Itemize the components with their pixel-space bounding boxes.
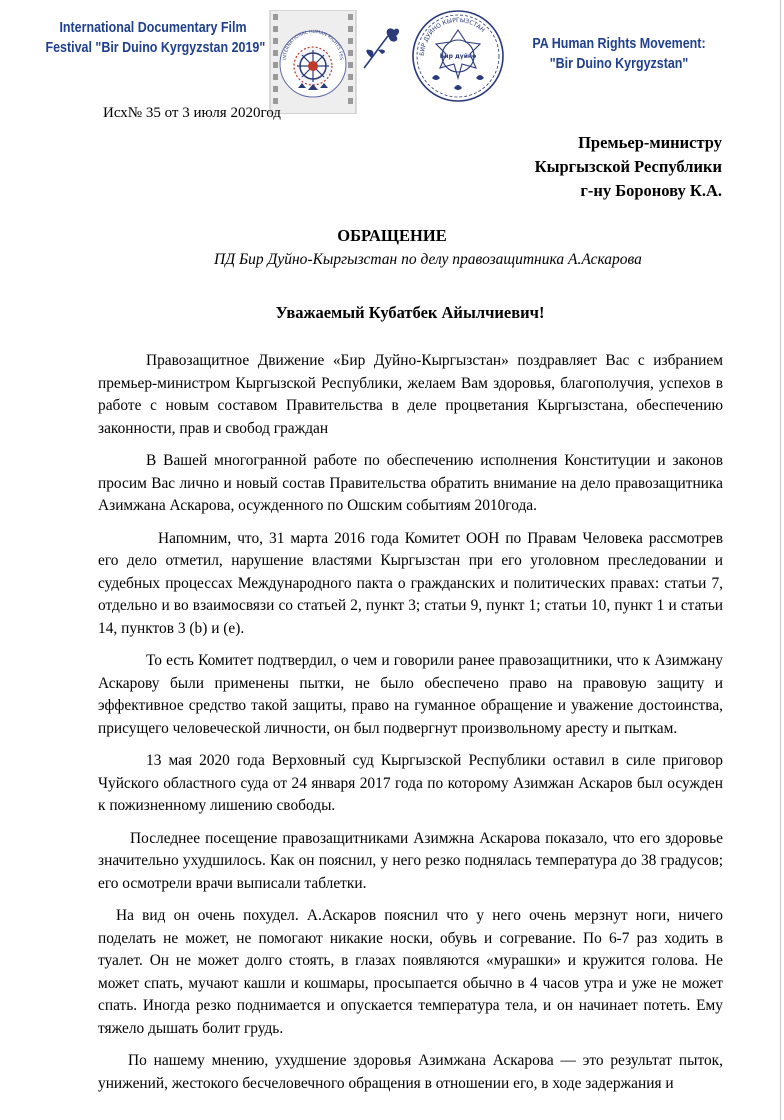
outgoing-number: Исх№ 35 от 3 июля 2020год: [103, 105, 281, 121]
movement-header-line-1: PA Human Rights Movement:: [532, 36, 706, 52]
festival-header: [45, 18, 266, 58]
festival-header-line-2: Festival "Bir Duino Kyrgyzstan 2019": [45, 40, 266, 56]
letter-body: [98, 350, 723, 1105]
festival-header-line-1: International Documentary Film: [59, 20, 247, 36]
festival-logo-arc-text: INTERNATIONAL HUMAN RIGHTS FES: [282, 29, 344, 61]
paragraph: 13 мая 2020 года Верховный суд Кыргызской Республики оставил в силе приговор Чуйского областного суда от 24 января 2017 года по которому Азимжан Аскаров был осужден к пожизненному лишению свободы.: [98, 752, 723, 814]
paragraph: Последнее посещение правозащитниками Азимжна Аскарова показало, что его здоровье значительно ухудшилось. Как он пояснил, у него резко поднялась температура до 38 градусов; его осмотрели врачи выписали таблетки.: [98, 829, 723, 892]
festival-logo: [268, 10, 358, 114]
movement-header-line-2: "Bir Duino Kyrgyzstan": [549, 56, 689, 72]
letter-title: ОБРАЩЕНИЕ: [337, 226, 447, 245]
paragraph: Правозащитное Движение «Бир Дуйно-Кыргызстан» поздравляет Вас с избранием премьер-министром Кыргызской Республики, желаем Вам здоровья, благополучия, успехов в работе с новым составом Правительства в деле процветания Кыргызстана, обеспечению законности, прав и свобод граждан: [98, 352, 723, 437]
movement-header: [512, 34, 727, 74]
addressee-block: [535, 131, 722, 203]
addressee-line-3: г-ну Боронову К.А.: [580, 181, 722, 200]
paragraph: По нашему мнению, ухудшение здоровья Азимжана Аскарова — это результат пыток, унижений, жестокого бесчеловечного обращения в отношении его, в ходе задержания и: [98, 1052, 723, 1092]
addressee-line-2: Кыргызской Республики: [534, 157, 722, 176]
addressee-line-1: Премьер-министру: [578, 133, 722, 152]
paragraph: То есть Комитет подтвердил, о чем и говорили ранее правозащитники, что к Азимжану Аскарову были применены пытки, не было обеспечено право на правовую защиту и эффективное средство такой защиты, право на гуманное обращение и уважение достоинства, присущего человеческой личности, он был подвергнут произвольному аресту и пыткам.: [98, 652, 723, 737]
page-edge-divider: [780, 0, 781, 1120]
movement-logo: [410, 8, 506, 104]
flower-ornament-icon: [358, 24, 402, 72]
letter-subtitle: ПД Бир Дуйно-Кыргызстан по делу правозащитника А.Аскарова: [214, 251, 642, 268]
movement-logo-arc-text: БИР ДУЙНО КЫРГЫЗСТАН: [418, 16, 486, 57]
movement-logo-center-text: Бир дүйнө: [439, 53, 477, 60]
paragraph: В Вашей многогранной работе по обеспечению исполнения Конституции и законов просим Вас лично и новый состав Правительства обратить внимание на дело правозащитника Азимжана Аскарова, осужденного по Ошским событиям 2010года.: [98, 452, 723, 514]
paragraph: На вид он очень похудел. А.Аскаров пояснил что у него очень мерзнут ноги, ничего поделать не может, не помогают никакие носки, обувь и согревание. По 6-7 раз ходить в туалет. Он не может долго стоять, в глазах появляются «мурашки» и кружится голова. Не может спать, мучают кашли и кошмары, просыпается обычно в 4 часов утра и уже не может спать. Иногда резко поднимается и опускается температура тела, и он начинает потеть. Ему тяжело дышать болит грудь.: [98, 907, 723, 1037]
paragraph: Напомним, что, 31 марта 2016 года Комитет ООН по Правам Человека рассмотрев его дело отметил, нарушение властями Кыргызстан при его уголовном преследовании и судебных процессах Международного пакта о гражданских и политических правах: статьи 7, отдельно и во взаимосвязи со статьей 2, пункт 3; статьи 9, пункт 1; статьи 10, пункт 1 и статьи 14, пунктов 3 (b) и (e).: [98, 529, 723, 637]
letter-greeting: Уважаемый Кубатбек Айылчиевич!: [275, 303, 545, 322]
